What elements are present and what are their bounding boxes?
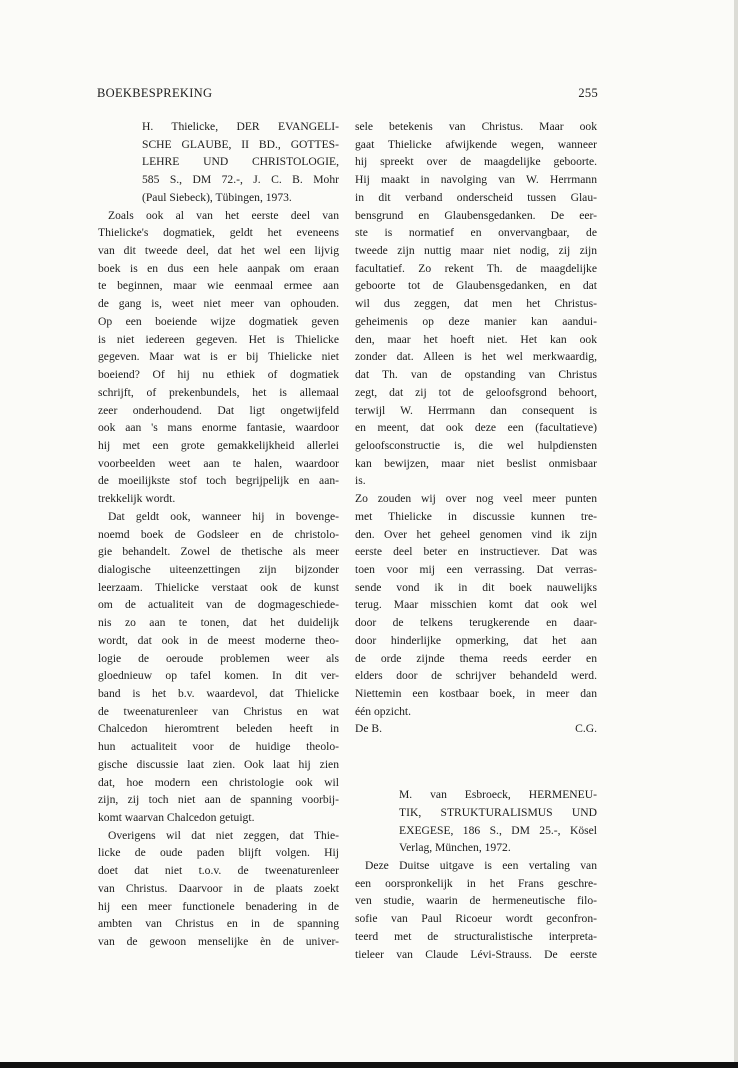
- text-line: de gang is, weet niet meer van ophouden.: [98, 297, 339, 311]
- signature-place: De B.: [355, 722, 383, 736]
- text-line: SCHE GLAUBE, II BD., GOTTES-: [142, 137, 339, 151]
- text-line: 585 S., DM 72.-, J. C. B. Mohr: [142, 173, 339, 187]
- text-line: de moeilijkste stof toch begrijpelijk en aan-: [98, 474, 339, 488]
- text-line: Zoals ook al van het eerste deel van: [108, 208, 339, 222]
- text-line: toen voor mij een verrassing. Dat verras-: [355, 562, 597, 576]
- text-line: Niettemin een kostbaar boek, in meer dan: [355, 687, 597, 700]
- text-line: gie behandelt. Zowel de thetische als meer: [98, 545, 339, 559]
- text-line: hun actualiteit voor de huidige theolo-: [98, 740, 339, 754]
- text-line: door de telkens terugkerende en daar-: [355, 616, 597, 630]
- text-line: boek is en dus een hele aanpak om eraan: [98, 261, 339, 275]
- text-line: Hij maakt in navolging van W. Herrmann: [355, 173, 597, 187]
- text-line: zeer onderhoudend. Dat ligt ongetwijfeld: [98, 403, 339, 417]
- text-line: logie de oeroude problemen weer als: [98, 651, 339, 665]
- text-line: terug. Maar misschien komt dat ook wel: [355, 598, 597, 612]
- text-line: Deze Duitse uitgave is een vertaling van: [365, 859, 597, 873]
- text-line: voorbeelden weet aan te halen, waardoor: [98, 456, 339, 470]
- text-line: om de actualiteit van de dogmageschiede-: [98, 598, 339, 612]
- text-line: Overigens wil dat niet zeggen, dat Thie-: [108, 828, 339, 842]
- text-line: door hinderlijke opmerking, dat het aan: [355, 633, 597, 647]
- text-line: M. van Esbroeck, HERMENEU-: [399, 788, 597, 802]
- text-line: EXEGESE, 186 S., DM 25.-, Kösel: [399, 823, 597, 837]
- text-line: van Christus. Daarvoor in de plaats zoekt: [98, 881, 339, 895]
- text-line: LEHRE UND CHRISTOLOGIE,: [142, 155, 339, 169]
- text-line: dialogische uiteenzettingen zijn bijzonder: [98, 562, 339, 576]
- text-line: wil dus zeggen, dat men het Christus-: [355, 297, 597, 311]
- text-line: teerd met de structuralistische interpreta-: [355, 929, 597, 943]
- text-line: Dat geldt ook, wanneer hij in bovenge-: [108, 509, 339, 523]
- text-line: tieleer van Claude Lévi-Strauss. De eerste: [355, 947, 597, 961]
- text-line: kan bewijzen, maar niet beslist onmisbaar: [355, 456, 597, 470]
- scan-bottom-edge: [0, 1062, 738, 1068]
- text-line: is niet iedereen gegeven. Het is Thielicke: [98, 332, 339, 346]
- text-line: van dit tweede deel, dat het wel een lijvig: [98, 244, 339, 258]
- signature-initials: C.G.: [575, 722, 597, 736]
- text-line: ook aan 's mans enorme fantasie, waardoor: [98, 421, 339, 435]
- text-line: leerzaam. Thielicke verstaat ook de kunst: [98, 580, 339, 594]
- text-line: geheimenis op deze manier kan aandui-: [355, 314, 597, 328]
- text-line: sofie van Paul Ricoeur wordt geconfron-: [355, 912, 597, 926]
- text-line: ste is normatief en onvervangbaar, de: [355, 226, 597, 240]
- text-line: dat Th. van de opstanding van Christus: [355, 368, 597, 382]
- text-line: geboorte tot de Glaubensgedanken, en dat: [355, 279, 597, 293]
- text-line: gegeven. Maar wat is er bij Thielicke niet: [98, 350, 339, 364]
- text-line: den, maar het hoeft niet. Het kan ook: [355, 332, 597, 346]
- text-line: (Paul Siebeck), Tübingen, 1973.: [142, 190, 292, 204]
- text-line: gloednieuw op tafel komen. In dit ver-: [98, 669, 339, 683]
- page-number: 255: [578, 86, 598, 100]
- text-line: noemd boek de Godsleer en de christolo-: [98, 527, 339, 541]
- text-line: een oorspronkelijk in het Frans geschre-: [355, 876, 597, 890]
- review-signature: [355, 720, 597, 738]
- text-line: hij een meer functionele benadering in de: [98, 899, 339, 913]
- text-line: hij met een grote gemakkelijkheid allerlei: [98, 438, 339, 452]
- text-line: trekkelijk wordt.: [98, 492, 176, 506]
- text-line: één opzicht.: [355, 704, 412, 718]
- text-line: Verlag, München, 1972.: [399, 841, 511, 855]
- text-line: zijn, zij toch niet aan de spanning voorbij-: [98, 793, 339, 807]
- text-line: ambten van Christus en in de spanning: [98, 917, 339, 931]
- text-line: H. Thielicke, DER EVANGELI-: [142, 120, 339, 133]
- left-column: [98, 118, 339, 951]
- review-esbroeck: [355, 786, 597, 963]
- text-line: terwijl W. Herrmann dan consequent is: [355, 403, 597, 417]
- text-line: bensgrund en Glaubensgedanken. De eer-: [355, 208, 597, 222]
- text-line: gaat Thielicke afwijkende wegen, wanneer: [355, 137, 597, 151]
- text-line: band is het b.v. waardevol, dat Thielicke: [98, 687, 339, 700]
- running-head-title: BOEKBESPREKING: [97, 86, 213, 100]
- text-line: zegt, dat zij tot de geloofsgrond behoort,: [355, 385, 597, 399]
- text-line: komt waarvan Chalcedon getuigt.: [98, 811, 255, 825]
- text-line: schrijft, of prekenbundels, het is allemaal: [98, 385, 339, 399]
- text-line: ven studie, waarin de hermeneutische filo-: [355, 894, 597, 908]
- text-line: nis zo aan te tonen, dat het duidelijk: [98, 616, 339, 630]
- text-line: sende vond ik in dit boek nauwelijks: [355, 580, 597, 594]
- section-gap: [355, 738, 597, 786]
- text-line: de orde zijnde thema reeds eerder en: [355, 651, 597, 665]
- text-line: geloofsconstructie is, die wel hulpdiensten: [355, 438, 597, 452]
- text-line: boeiend? Of hij nu ethiek of dogmatiek: [98, 368, 339, 382]
- text-line: Op een boeiende wijze dogmatiek geven: [98, 314, 339, 328]
- text-line: licke de oude paden blijft volgen. Hij: [98, 846, 339, 860]
- text-line: den. Over het geheel genomen vind ik zijn: [355, 527, 597, 541]
- text-line: gische discussie laat zien. Ook laat hij zien: [98, 757, 339, 771]
- text-line: en meent, dat ook deze een (facultatieve): [355, 421, 597, 435]
- text-line: elders door de schrijver behandeld werd.: [355, 669, 597, 683]
- page-edge-shadow: [734, 0, 738, 1068]
- text-line: Chalcedon hieromtrent beleden heeft in: [98, 722, 339, 736]
- text-line: Thielicke's dogmatiek, geldt het eveneens: [98, 226, 339, 240]
- text-line: is.: [355, 474, 366, 488]
- text-line: eerste deel beter en instructiever. Dat was: [355, 545, 597, 559]
- text-line: hij spreekt over de maagdelijke geboorte.: [355, 155, 597, 169]
- text-line: zonder dat. Alleen is het wel merkwaardig,: [355, 350, 597, 364]
- text-line: dat, hoe modern een christologie ook wil: [98, 775, 339, 789]
- text-line: te beginnen, maar wie eenmaal ermee aan: [98, 279, 339, 293]
- text-line: doet dat niet t.o.v. de tweenaturenleer: [98, 864, 339, 878]
- text-line: in dit verband onderscheid tussen Glau-: [355, 190, 597, 204]
- text-line: facultatief. Zo rekent Th. de maagdelijke: [355, 261, 597, 275]
- right-column: [355, 118, 597, 963]
- text-line: de tweenaturenleer van Christus en wat: [98, 704, 339, 718]
- review-thielicke-continued: [355, 118, 597, 720]
- text-line: TIK, STRUKTURALISMUS UND: [399, 805, 597, 819]
- text-line: Zo zouden wij over nog veel meer punten: [355, 492, 597, 506]
- text-line: met Thielicke in discussie kunnen tre-: [355, 509, 597, 523]
- text-line: wordt, dat ook in de meest moderne theo-: [98, 633, 339, 647]
- text-line: tweede zijn nuttig maar niet nodig, zij zijn: [355, 244, 597, 258]
- text-line: sele betekenis van Christus. Maar ook: [355, 120, 597, 133]
- text-line: van de gewoon menselijke èn de univer-: [98, 935, 339, 949]
